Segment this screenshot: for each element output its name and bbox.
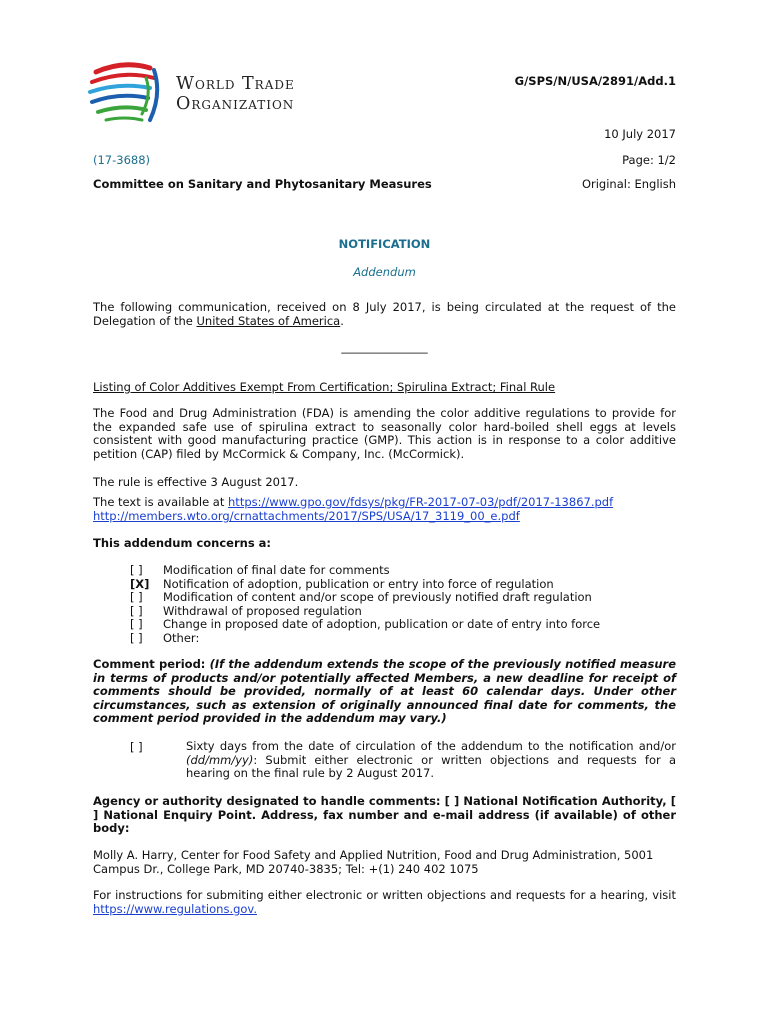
concern-item-modification <box>93 591 676 605</box>
org-name-line2: Organization <box>176 94 295 114</box>
checkbox: [ ] <box>130 590 143 604</box>
original-language: Original: English <box>581 177 676 191</box>
document-symbol: G/SPS/N/USA/2891/Add.1 <box>514 74 676 88</box>
wto-attachment-link[interactable]: http://members.wto.org/crnattachments/2017/SPS/USA/17_3119_00_e.pdf <box>93 509 520 523</box>
option-date-format: (dd/mm/yy) <box>186 752 254 767</box>
divider-line: _______________ <box>341 340 428 354</box>
regulations-link[interactable]: https://www.regulations.gov. <box>93 901 257 916</box>
concern-item-final-date <box>93 564 676 578</box>
document-date: 10 July 2017 <box>604 127 676 141</box>
instructions-text: For instructions for submiting either electronic or written objections and requests for a hearing, visit <box>93 888 676 902</box>
gpo-link[interactable]: https://www.gpo.gov/fdsys/pkg/FR-2017-07-03/pdf/2017-13867.pdf <box>228 495 614 509</box>
concern-item-adoption <box>93 578 676 592</box>
option-text-end: : Submit either electronic or written objections and requests for a hearing on the final rule by 2 August 2017. <box>186 752 676 780</box>
concerns-heading: This addendum concerns a: <box>93 536 272 550</box>
checkbox: [ ] <box>130 630 143 645</box>
wto-logo-icon <box>84 58 164 128</box>
option-text-start: Sixty days from the date of circulation of the addendum to the notification and/or <box>186 739 676 753</box>
comment-period <box>93 658 676 726</box>
intro-text: The following communication, received on 8 July 2017, is being circulated at the request of the Delegation of the <box>93 300 676 328</box>
comment-option-text <box>186 740 676 781</box>
concerns-list <box>93 564 676 645</box>
checkbox: [ ] <box>130 603 143 618</box>
availability <box>93 495 676 523</box>
concern-item-withdrawal <box>93 605 676 619</box>
intro-paragraph <box>93 300 676 328</box>
comment-option <box>93 740 676 781</box>
comment-period-text: (If the addendum extends the scope of the previously notified measure in terms of products and/or potentially affected Members, a new deadline for receipt of comments should be provided, normally of at least 60 calendar days. Under other circumstances, such as extension of originally announced final date for comments, the comment period provided in the addendum may vary.) <box>93 657 676 725</box>
reference-code: (17-3688) <box>93 153 151 167</box>
checkbox: [ ] <box>130 563 143 577</box>
concern-text: Modification of content and/or scope of previously notified draft regulation <box>163 590 592 604</box>
org-name <box>176 74 295 114</box>
concern-text: Change in proposed date of adoption, publication or date of entry into force <box>163 617 601 631</box>
concern-text: Withdrawal of proposed regulation <box>163 603 362 618</box>
member-country: United States of America <box>196 314 341 328</box>
page-number: Page: 1/2 <box>622 153 676 167</box>
agency-contact: Molly A. Harry, Center for Food Safety and Applied Nutrition, Food and Drug Administration, 5001 Campus Dr., College Park, MD 20740-3835; Tel: +(1) 240 402 1075 <box>93 848 654 876</box>
notification-title: NOTIFICATION <box>338 237 431 251</box>
checkbox: [ ] <box>130 617 143 631</box>
availability-prefix: The text is available at <box>93 495 229 509</box>
agency-heading: Agency or authority designated to handle comments: [ ] National Notification Authority, [ ] National Enquiry Point. Address, fax number and e-mail address (if available) of other body: <box>93 794 676 835</box>
concern-text: Notification of adoption, publication or entry into force of regulation <box>163 576 554 591</box>
rule-title: Listing of Color Additives Exempt From Certification; Spirulina Extract; Final Rule <box>93 380 556 394</box>
concern-text: Other: <box>163 630 200 645</box>
instructions <box>93 889 676 916</box>
concern-item-change-date <box>93 618 676 632</box>
intro-end: . <box>340 314 344 328</box>
committee-name: Committee on Sanitary and Phytosanitary Measures <box>93 177 432 191</box>
addendum-subtitle: Addendum <box>353 265 416 279</box>
comment-period-label: Comment period: <box>93 657 210 671</box>
comment-checkbox: [ ] <box>130 740 143 754</box>
body-paragraph: The Food and Drug Administration (FDA) is amending the color additive regulations to provide for the expanded safe use of spirulina extract to seasonally color hard-boiled shell eggs at levels consistent with good manufacturing practice (GMP). This action is in response to a color additive petition (CAP) filed by McCormick & Company, Inc. (McCormick). <box>93 406 676 461</box>
concern-text: Modification of final date for comments <box>163 563 390 577</box>
checkbox-checked: [X] <box>130 576 150 591</box>
effective-date: The rule is effective 3 August 2017. <box>93 475 299 489</box>
org-name-line1: World Trade <box>176 74 295 94</box>
concern-item-other <box>93 632 676 646</box>
